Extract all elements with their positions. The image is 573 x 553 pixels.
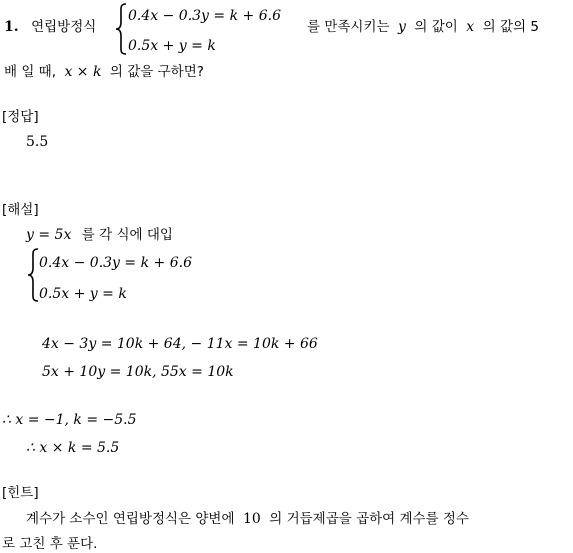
hint-text-b: 의 거듭제곱을 곱하여 계수를 정수 [269, 511, 469, 527]
line2-text-b: 의 값을 구하면? [109, 64, 204, 80]
problem-intro: 연립방정식 [31, 19, 97, 35]
substitution-math: y = 5x [26, 227, 72, 243]
condition-text-a: 를 만족시키는 [307, 19, 390, 35]
explanation-step-1: 4x − 3y = 10k + 64, − 11x = 10k + 66 [42, 336, 318, 352]
explanation-substitution [26, 226, 173, 244]
condition-x-var: x [466, 19, 475, 35]
condition-y-var: y [398, 19, 406, 35]
hint-line-1 [26, 510, 469, 528]
problem-equation-2: 0.5x + y = k [128, 38, 216, 54]
answer-value: 5.5 [26, 134, 49, 150]
explanation-equation-1: 0.4x − 0.3y = k + 6.6 [39, 255, 192, 271]
explanation-equation-2: 0.5x + y = k [39, 286, 127, 302]
explanation-result-2: ∴ x × k = 5.5 [26, 440, 120, 456]
line2-product: x × k [64, 64, 102, 80]
explanation-step-2: 5x + 10y = 10k, 55x = 10k [42, 364, 234, 380]
problem-condition [307, 18, 539, 36]
explanation-brace-icon [26, 247, 40, 303]
substitution-text: 를 각 식에 대입 [81, 227, 173, 243]
explanation-header: [해설] [2, 202, 39, 218]
condition-text-b: 의 값이 [414, 19, 458, 35]
system-brace-icon [114, 2, 128, 56]
problem-line-2 [4, 63, 204, 81]
hint-number: 10 [242, 511, 261, 527]
condition-text-c: 의 값의 5 [482, 19, 539, 35]
hint-line-2: 로 고친 후 푼다. [2, 536, 98, 552]
line2-text-a: 배 일 때, [4, 64, 56, 80]
hint-header: [힌트] [2, 485, 39, 501]
explanation-result-1: ∴ x = −1, k = −5.5 [2, 412, 137, 428]
problem-line-1 [4, 18, 96, 36]
problem-equation-1: 0.4x − 0.3y = k + 6.6 [128, 8, 281, 24]
answer-header: [정답] [2, 109, 39, 125]
problem-number: 1. [4, 19, 19, 35]
hint-text-a: 계수가 소수인 연립방정식은 양변에 [26, 511, 235, 527]
